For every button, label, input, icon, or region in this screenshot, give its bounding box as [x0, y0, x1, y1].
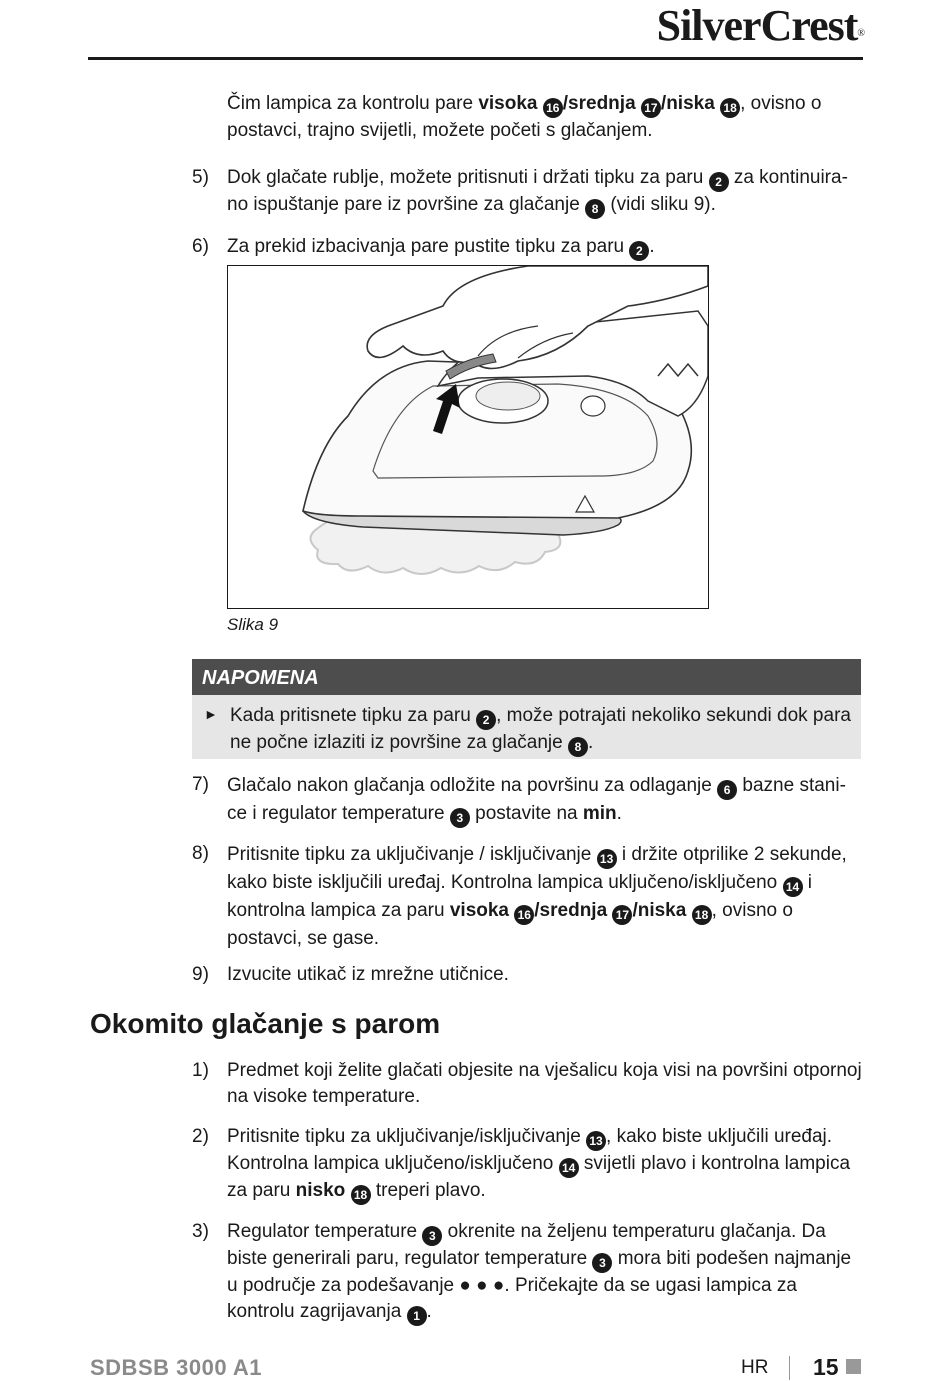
step-3-text: Regulator temperature 3 okrenite na željenu temperaturu glačanja. Da biste generirali paru, regulator temperature 3 mora biti podešen najmanje u područje za podešavanje ● ● ●. Pričekajte da se ugasi lampica za kontrolu zagrijavanja 1 .: [227, 1219, 862, 1326]
step-number: 6): [192, 236, 209, 257]
header-rule: [88, 57, 863, 60]
step-8-text: Pritisnite tipku za uključivanje / isključivanje 13 i držite otprilike 2 sekunde, kako biste isključili uređaj. Kontrolna lampica uključeno/isključeno 14 i kontrolna lampica za paru visoka 16 /srednja 17 /niska 18 , ovisno o postavci, se gase.: [227, 844, 847, 949]
step-number: 9): [192, 964, 209, 985]
brand-logo: SilverCrest®: [656, 1, 864, 50]
footer-divider: [789, 1356, 790, 1380]
step-number: 7): [192, 774, 209, 795]
footer-model: SDBSB 3000 A1: [90, 1355, 262, 1380]
intro-paragraph: Čim lampica za kontrolu pare visoka 16 /srednja 17 /niska 18 , ovisno o postavci, trajno svijetli, možete početi s glačanjem.: [227, 93, 822, 141]
figure-caption: Slika 9: [227, 615, 279, 634]
step-2-text: Pritisnite tipku za uključivanje/isključivanje 13 , kako biste uključili uređaj. Kontrolna lampica uključeno/isključeno 14 svijetli plavo i kontrolna lampica za paru nisko 18 treperi plavo.: [227, 1124, 862, 1205]
step-number: 1): [192, 1060, 209, 1081]
step-7-text: Glačalo nakon glačanja odložite na površinu za odlaganje 6 bazne stani-ce i regulator temperature 3 postavite na min.: [227, 772, 862, 828]
note-title: NAPOMENA: [192, 659, 861, 695]
note-text: Kada pritisnete tipku za paru 2 , može potrajati nekoliko sekundi dok para ne počne izlaziti iz površine za glačanje 8 .: [230, 703, 855, 757]
step-number: 3): [192, 1221, 209, 1242]
page-number: 15: [813, 1354, 839, 1380]
step-9-text: Izvucite utikač iz mrežne utičnice.: [227, 964, 509, 985]
iron-illustration: [227, 265, 709, 609]
step-number: 2): [192, 1126, 209, 1147]
step-number: 5): [192, 167, 209, 188]
step-1-text: Predmet koji želite glačati objesite na vješalicu koja visi na površini otpornoj na visoke temperature.: [227, 1060, 862, 1107]
arrow-bullet-icon: ►: [204, 706, 218, 722]
step-number: 8): [192, 843, 209, 864]
footer-square-icon: [846, 1359, 861, 1374]
section-heading: Okomito glačanje s parom: [90, 1008, 441, 1039]
step-5-text: Dok glačate rublje, možete pritisnuti i držati tipku za paru 2 za kontinuira-no ispuštanje pare iz površine za glačanje 8 (vidi sliku 9).: [227, 165, 862, 219]
step-6-text: Za prekid izbacivanja pare pustite tipku za paru 2 .: [227, 234, 862, 261]
footer-language: HR: [741, 1357, 769, 1378]
